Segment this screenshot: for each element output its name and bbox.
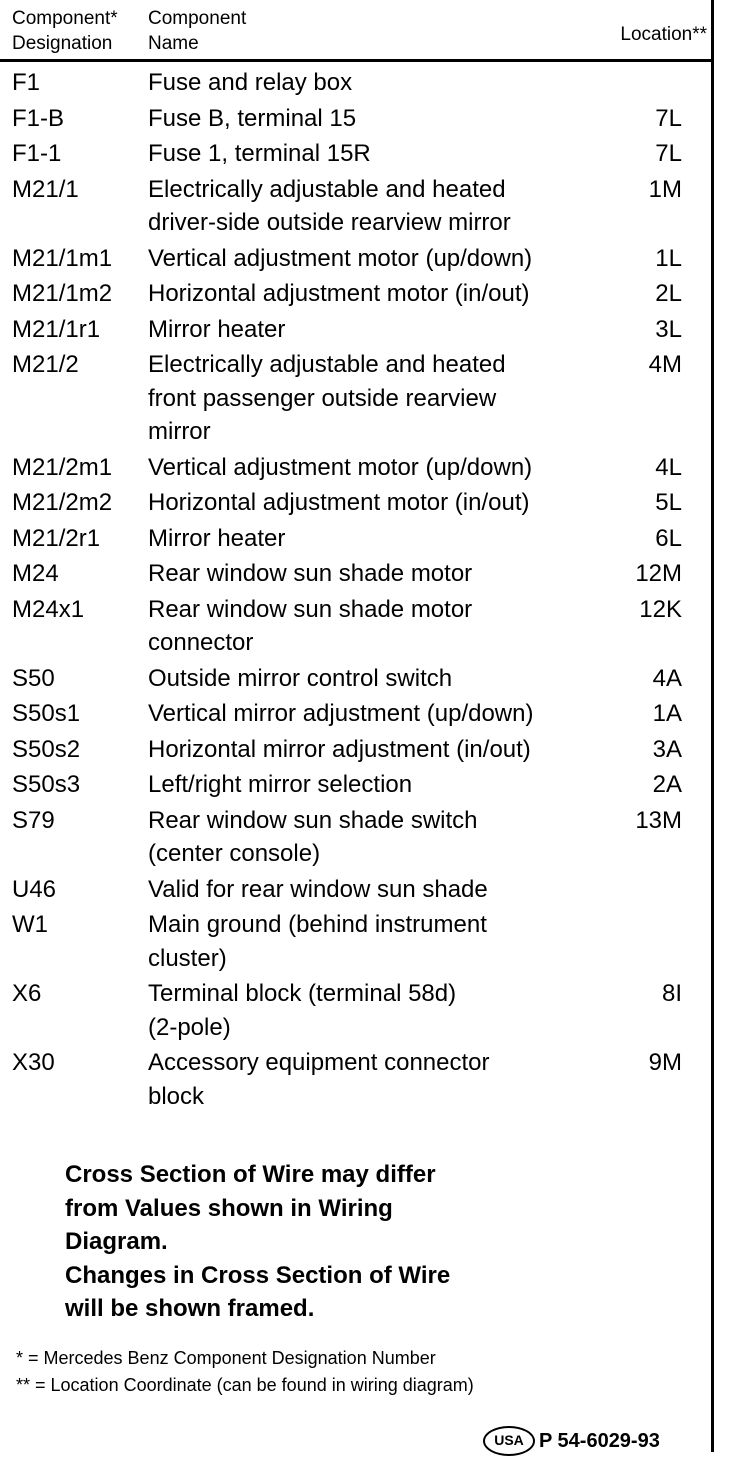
- location-coordinate: 1L: [655, 244, 682, 272]
- component-name: [136, 662, 610, 696]
- component-name: [136, 977, 610, 1044]
- component-name-line: block: [148, 1082, 205, 1110]
- header-location: Location**: [620, 24, 707, 45]
- component-designation: X6: [12, 980, 42, 1007]
- component-name: [136, 66, 610, 100]
- component-name-line: (2-pole): [148, 1013, 231, 1041]
- table-row: [0, 275, 711, 311]
- location-coordinate: 9M: [648, 1049, 682, 1076]
- component-name-line: Fuse and relay box: [148, 69, 353, 96]
- component-designation: S50s1: [12, 700, 81, 727]
- component-name: [136, 873, 610, 907]
- component-name: [136, 486, 610, 520]
- table-row: [0, 555, 711, 591]
- component-designation: M21/2r1: [12, 524, 101, 552]
- component-name-line: Vertical mirror adjustment (up/down): [148, 700, 534, 727]
- location-coordinate: 4L: [655, 453, 682, 481]
- component-designation: S50s3: [12, 771, 81, 798]
- component-name-line: driver-side outside rearview mirror: [148, 209, 511, 236]
- component-designation: F1-B: [12, 104, 65, 132]
- component-name-line: Rear window sun shade switch: [148, 806, 478, 834]
- table-row: [0, 1044, 711, 1113]
- location-coordinate: 4M: [648, 351, 682, 378]
- component-name-line: Horizontal adjustment motor (in/out): [148, 280, 530, 307]
- component-designation: X30: [12, 1049, 55, 1076]
- table-row: [0, 906, 711, 975]
- component-name-line: Horizontal mirror adjustment (in/out): [148, 735, 531, 763]
- wire-section-note: Cross Section of Wire may differ from Values shown in Wiring Diagram. Changes in Cross Section of Wire will be shown framed.: [65, 1161, 451, 1322]
- component-name-line: Outside mirror control switch: [148, 664, 453, 692]
- table-row: [0, 520, 711, 556]
- header-designation: Component* Designation: [12, 8, 118, 54]
- component-name: [136, 908, 610, 975]
- right-border-rule: [711, 0, 714, 1452]
- table-row: [0, 871, 711, 907]
- component-designation: M21/1: [12, 175, 79, 203]
- table-row: [0, 731, 711, 767]
- location-coordinate: 3L: [655, 315, 682, 343]
- table-row: [0, 695, 711, 731]
- component-designation: S50s2: [12, 735, 81, 763]
- location-coordinate: 13M: [635, 806, 682, 834]
- location-coordinate: 8I: [661, 980, 682, 1007]
- table-row: [0, 660, 711, 696]
- location-coordinate: 2L: [655, 280, 682, 307]
- component-designation: S50: [12, 664, 55, 692]
- location-coordinate: 2A: [652, 771, 682, 798]
- component-designation: M24x1: [12, 595, 85, 623]
- table-row: [0, 64, 711, 100]
- component-name-line: mirror: [148, 418, 211, 445]
- table-row: [0, 100, 711, 136]
- component-designation: M21/1m1: [12, 244, 113, 272]
- table-row: [0, 135, 711, 171]
- component-name-line: Rear window sun shade motor: [148, 595, 473, 623]
- location-coordinate: 4A: [652, 664, 682, 692]
- table-row: [0, 591, 711, 660]
- footnote-location-coordinate: ** = Location Coordinate (can be found in wiring diagram): [16, 1375, 474, 1395]
- location-coordinate: 1A: [652, 700, 682, 727]
- location-coordinate: [610, 873, 682, 907]
- component-name-line: Electrically adjustable and heated: [148, 351, 506, 378]
- component-designation: M24: [12, 560, 59, 587]
- component-name-line: cluster): [148, 944, 227, 972]
- component-designation: M21/2: [12, 351, 79, 378]
- component-designation: F1-1: [12, 140, 62, 167]
- component-name: [136, 313, 610, 347]
- component-name: [136, 173, 610, 240]
- location-coordinate: 3A: [652, 735, 682, 763]
- component-designation: S79: [12, 806, 55, 834]
- table-row: [0, 484, 711, 520]
- location-coordinate: 12M: [635, 560, 682, 587]
- component-table-body: [0, 64, 711, 1113]
- location-coordinate: 7L: [655, 140, 682, 167]
- component-name: [136, 697, 610, 731]
- component-name: [136, 451, 610, 485]
- table-row: [0, 240, 711, 276]
- component-name-line: Horizontal adjustment motor (in/out): [148, 489, 530, 516]
- component-name-line: (center console): [148, 840, 321, 867]
- component-designation: M21/2m1: [12, 453, 113, 481]
- component-designation: F1: [12, 69, 41, 96]
- location-coordinate: 12K: [639, 595, 682, 623]
- table-row: [0, 346, 711, 449]
- component-name-line: Main ground (behind instrument: [148, 911, 487, 938]
- table-header: [0, 0, 711, 62]
- location-coordinate: 5L: [655, 489, 682, 516]
- table-row: [0, 449, 711, 485]
- component-name: [136, 804, 610, 871]
- component-name: [136, 557, 610, 591]
- component-name: [136, 242, 610, 276]
- component-name-line: Left/right mirror selection: [148, 771, 413, 798]
- component-name-line: Rear window sun shade motor: [148, 560, 473, 587]
- component-name: [136, 137, 610, 171]
- component-name-line: front passenger outside rearview: [148, 384, 497, 412]
- component-name-line: Mirror heater: [148, 524, 286, 552]
- component-name: [136, 348, 610, 449]
- component-designation: W1: [12, 911, 48, 938]
- component-name-line: Vertical adjustment motor (up/down): [148, 453, 533, 481]
- table-row: [0, 311, 711, 347]
- component-name: [136, 1046, 610, 1113]
- component-name-line: Terminal block (terminal 58d): [148, 980, 457, 1007]
- component-name: [136, 593, 610, 660]
- component-name: [136, 102, 610, 136]
- component-designation: M21/1r1: [12, 315, 101, 343]
- table-row: [0, 171, 711, 240]
- usa-badge: USA: [483, 1426, 535, 1456]
- component-name-line: Accessory equipment connector: [148, 1049, 490, 1076]
- component-name: [136, 277, 610, 311]
- component-designation: M21/2m2: [12, 489, 113, 516]
- location-coordinate: 6L: [655, 524, 682, 552]
- component-name-line: Valid for rear window sun shade: [148, 875, 488, 903]
- location-coordinate: [610, 908, 682, 975]
- header-component-name: Component Name: [148, 8, 247, 54]
- component-name: [136, 733, 610, 767]
- document-code: [483, 1426, 660, 1456]
- component-name-line: connector: [148, 629, 254, 656]
- location-coordinate: 1M: [648, 175, 682, 203]
- component-designation: M21/1m2: [12, 280, 113, 307]
- footnote-designation-number: * = Mercedes Benz Component Designation Number: [16, 1348, 436, 1368]
- component-name: [136, 522, 610, 556]
- component-name: [136, 768, 610, 802]
- component-name-line: Vertical adjustment motor (up/down): [148, 244, 533, 272]
- component-designation: U46: [12, 875, 57, 903]
- component-name-line: Fuse B, terminal 15: [148, 104, 357, 132]
- table-row: [0, 766, 711, 802]
- component-name-line: Fuse 1, terminal 15R: [148, 140, 371, 167]
- component-name-line: Mirror heater: [148, 315, 286, 343]
- table-row: [0, 975, 711, 1044]
- component-name-line: Electrically adjustable and heated: [148, 175, 506, 203]
- location-coordinate: 7L: [655, 104, 682, 132]
- table-row: [0, 802, 711, 871]
- document-number: P 54-6029-93: [539, 1429, 660, 1452]
- location-coordinate: [610, 66, 682, 100]
